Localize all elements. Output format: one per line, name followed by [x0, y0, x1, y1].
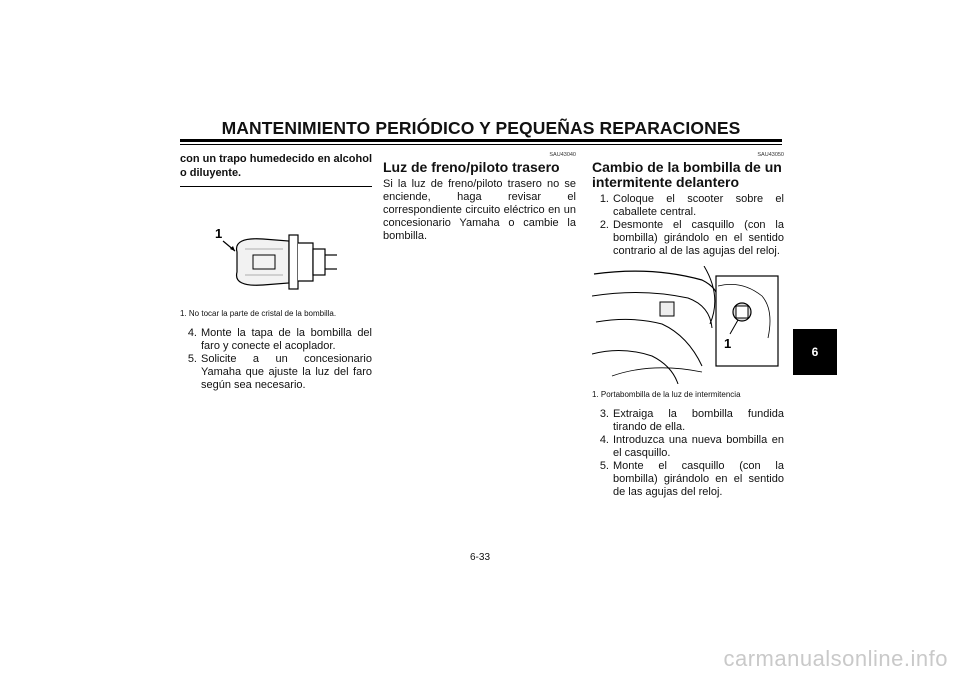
step-text: Coloque el scooter sobre el caballete central. [613, 193, 784, 218]
list-item [180, 353, 372, 392]
step-text: Introduzca una nueva bombilla en el casquillo. [613, 434, 784, 459]
turn-signal-illustration [592, 266, 784, 384]
column-3 [592, 152, 784, 499]
section-code: SAU43050 [757, 152, 784, 158]
step-text: Monte la tapa de la bombilla del faro y conecte el acoplador. [201, 327, 372, 352]
bulb-holder [736, 306, 748, 318]
list-item [592, 219, 784, 258]
steps-list [180, 327, 372, 392]
detail-inset [716, 276, 778, 366]
steps-list [592, 193, 784, 258]
column-2 [383, 152, 576, 243]
step-text: Monte el casquillo (con la bombilla) girándolo en el sentido de las agujas del reloj. [613, 460, 784, 498]
section-heading: Cambio de la bombilla de un intermitente delantero [592, 159, 782, 190]
figure-callout-1: 1 [724, 336, 732, 351]
intro-text: con un trapo humedecido en alcohol o diluyente. [180, 153, 372, 179]
figure-caption: 1. No tocar la parte de cristal de la bombilla. [180, 309, 337, 318]
header-rule-thick [180, 139, 782, 142]
step-text: Extraiga la bombilla fundida tirando de ella. [613, 408, 784, 433]
step-number: 4. [187, 327, 197, 339]
section-heading: Luz de freno/piloto trasero [383, 159, 560, 175]
list-item [592, 193, 784, 219]
step-text: Solicite a un concesionario Yamaha que ajuste la luz del faro según sea necesario. [201, 353, 372, 391]
column-1 [180, 152, 372, 392]
list-item [180, 327, 372, 353]
list-item [592, 460, 784, 499]
page-number: 6-33 [469, 552, 490, 563]
step-number: 2. [599, 219, 609, 231]
signal-socket-small [660, 302, 674, 316]
bulb-socket [313, 249, 325, 275]
step-text: Desmonte el casquillo (con la bombilla) girándolo en el sentido contrario al de las agujas del reloj. [613, 219, 784, 257]
figure-caption: 1. Portabombilla de la luz de intermitencia [592, 390, 741, 399]
step-number: 3. [599, 408, 609, 420]
step-number: 5. [599, 460, 609, 472]
bulb-glass [237, 239, 289, 285]
watermark: carmanualsonline.info [723, 646, 948, 671]
bulb-flange [289, 235, 298, 289]
bulb-base [298, 243, 313, 281]
step-number: 1. [599, 193, 609, 205]
intro-separator [180, 186, 372, 187]
headlight-bulb-illustration [213, 227, 343, 297]
section-code: SAU43040 [549, 152, 576, 158]
chapter-tab: 6 [793, 329, 837, 375]
list-item [592, 408, 784, 434]
step-number: 4. [599, 434, 609, 446]
steps-list [592, 408, 784, 499]
section-body: Si la luz de freno/piloto trasero no se enciende, haga revisar el correspondiente circuito eléctrico en un concesionario Yamaha o cambie la bombilla. [383, 178, 576, 242]
header-rule-thin [180, 144, 782, 145]
step-number: 5. [187, 353, 197, 365]
page-title: MANTENIMIENTO PERIÓDICO Y PEQUEÑAS REPARACIONES [221, 118, 741, 138]
list-item [592, 434, 784, 460]
figure-callout-1: 1 [215, 227, 223, 241]
